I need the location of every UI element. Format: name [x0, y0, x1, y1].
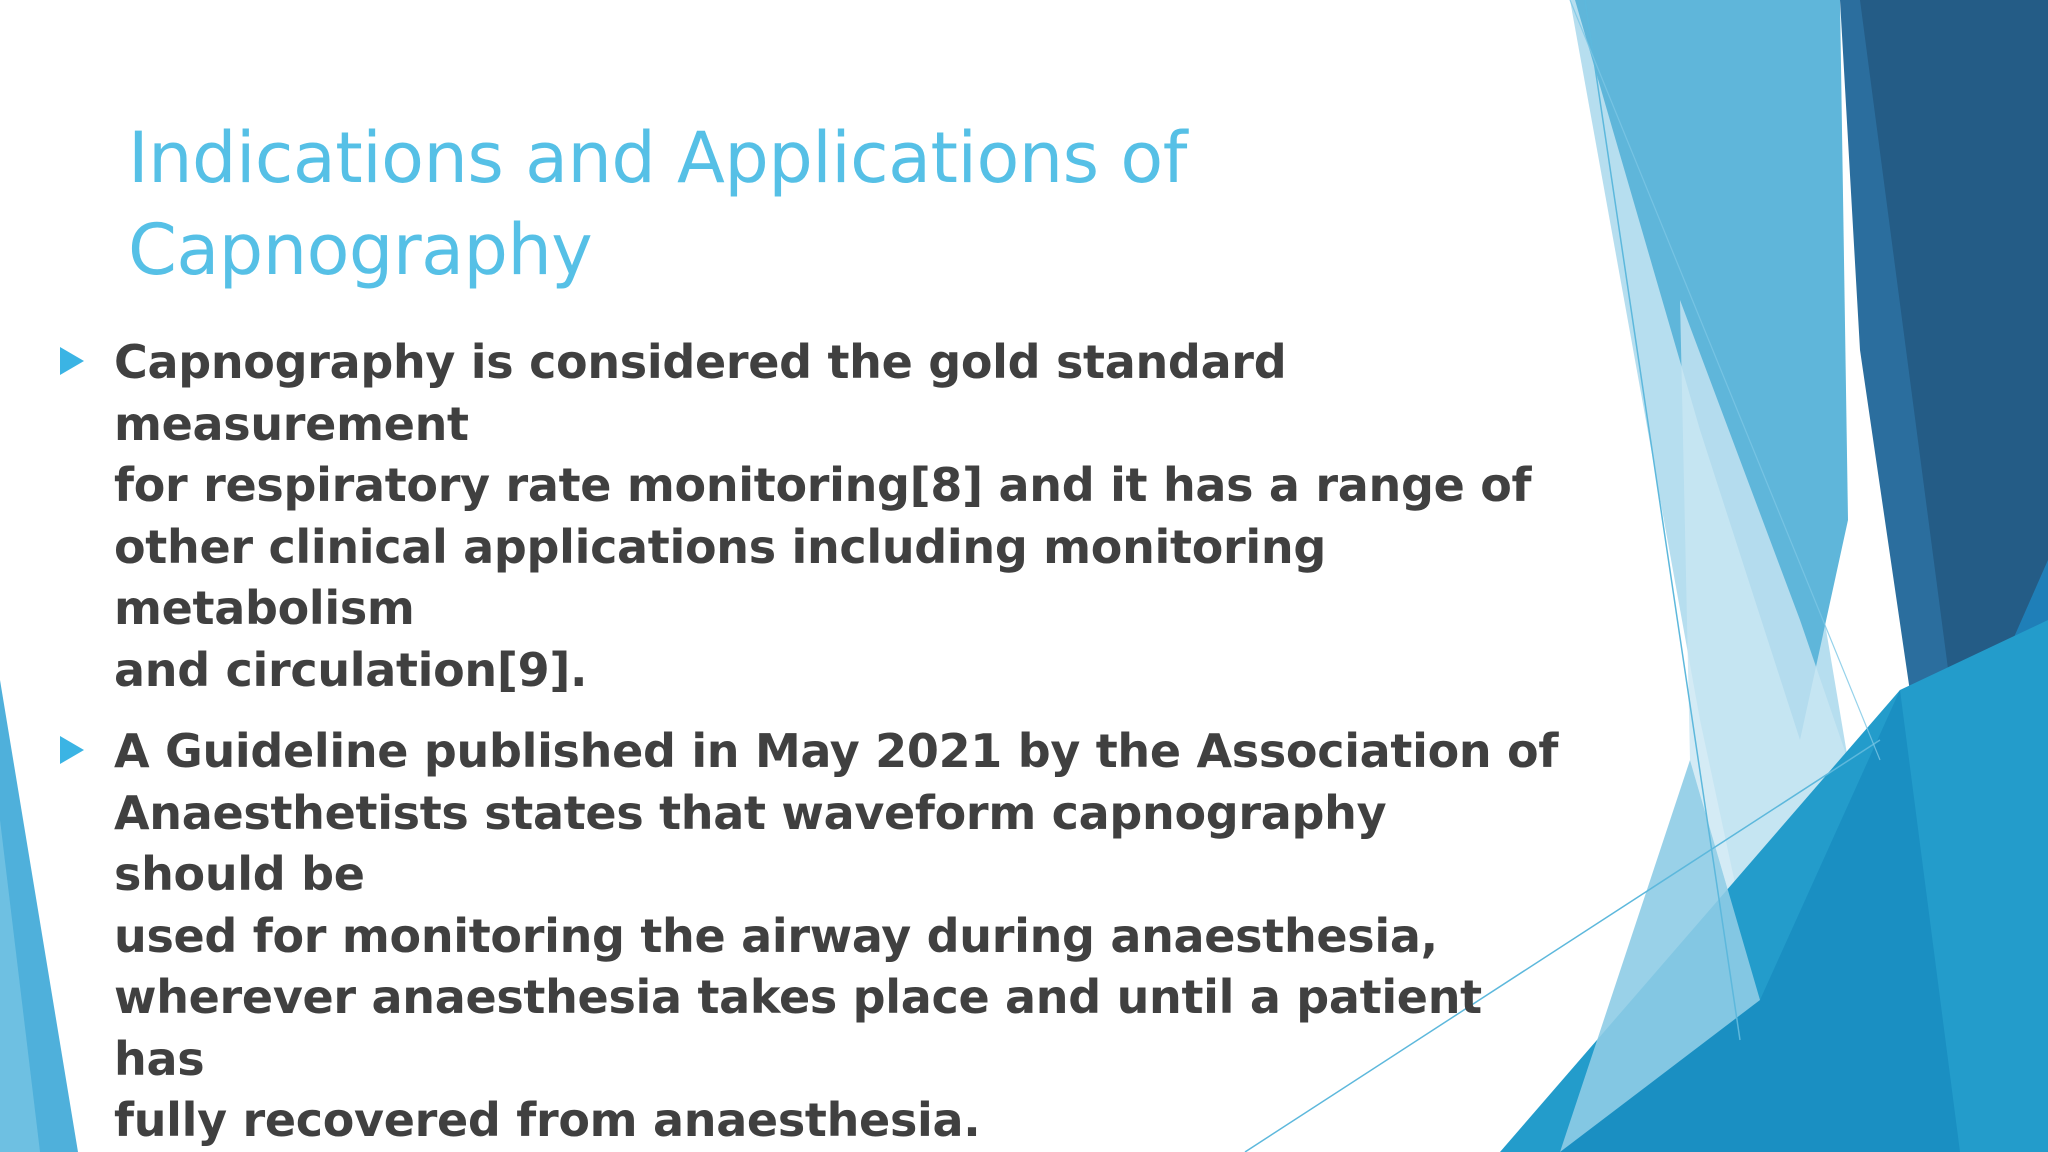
- bullet-text-line: A Guideline published in May 2021 by the Association of: [114, 724, 1559, 778]
- bullet-text-line: Capnography is considered the gold standard measurement: [114, 335, 1287, 451]
- bullet-text-line: fully recovered from anaesthesia.: [114, 1093, 981, 1147]
- bullet-text-line: Anaesthetists states that waveform capnography should be: [114, 785, 1387, 901]
- bullet-arrow-icon: [60, 347, 84, 375]
- bullet-text-line: for respiratory rate monitoring[8] and it has a range of: [114, 458, 1532, 512]
- bullet-text-line: other clinical applications including monitoring metabolism: [114, 519, 1326, 635]
- bullet-text-line: used for monitoring the airway during anaesthesia,: [114, 908, 1438, 963]
- slide-title-line-1: Indications and Applications of: [128, 117, 1187, 199]
- bullet-arrow-icon: [60, 736, 84, 764]
- slide-title: [128, 112, 1528, 296]
- bullet-item-guideline: [60, 721, 1560, 1152]
- bullet-list: [60, 332, 1560, 1152]
- bullet-item-gold-standard: [60, 332, 1560, 701]
- bullet-text-line: and circulation[9].: [114, 642, 588, 697]
- bullet-text-line: wherever anaesthesia takes place and until a patient has: [114, 970, 1482, 1086]
- slide-title-line-2: Capnography: [128, 209, 593, 291]
